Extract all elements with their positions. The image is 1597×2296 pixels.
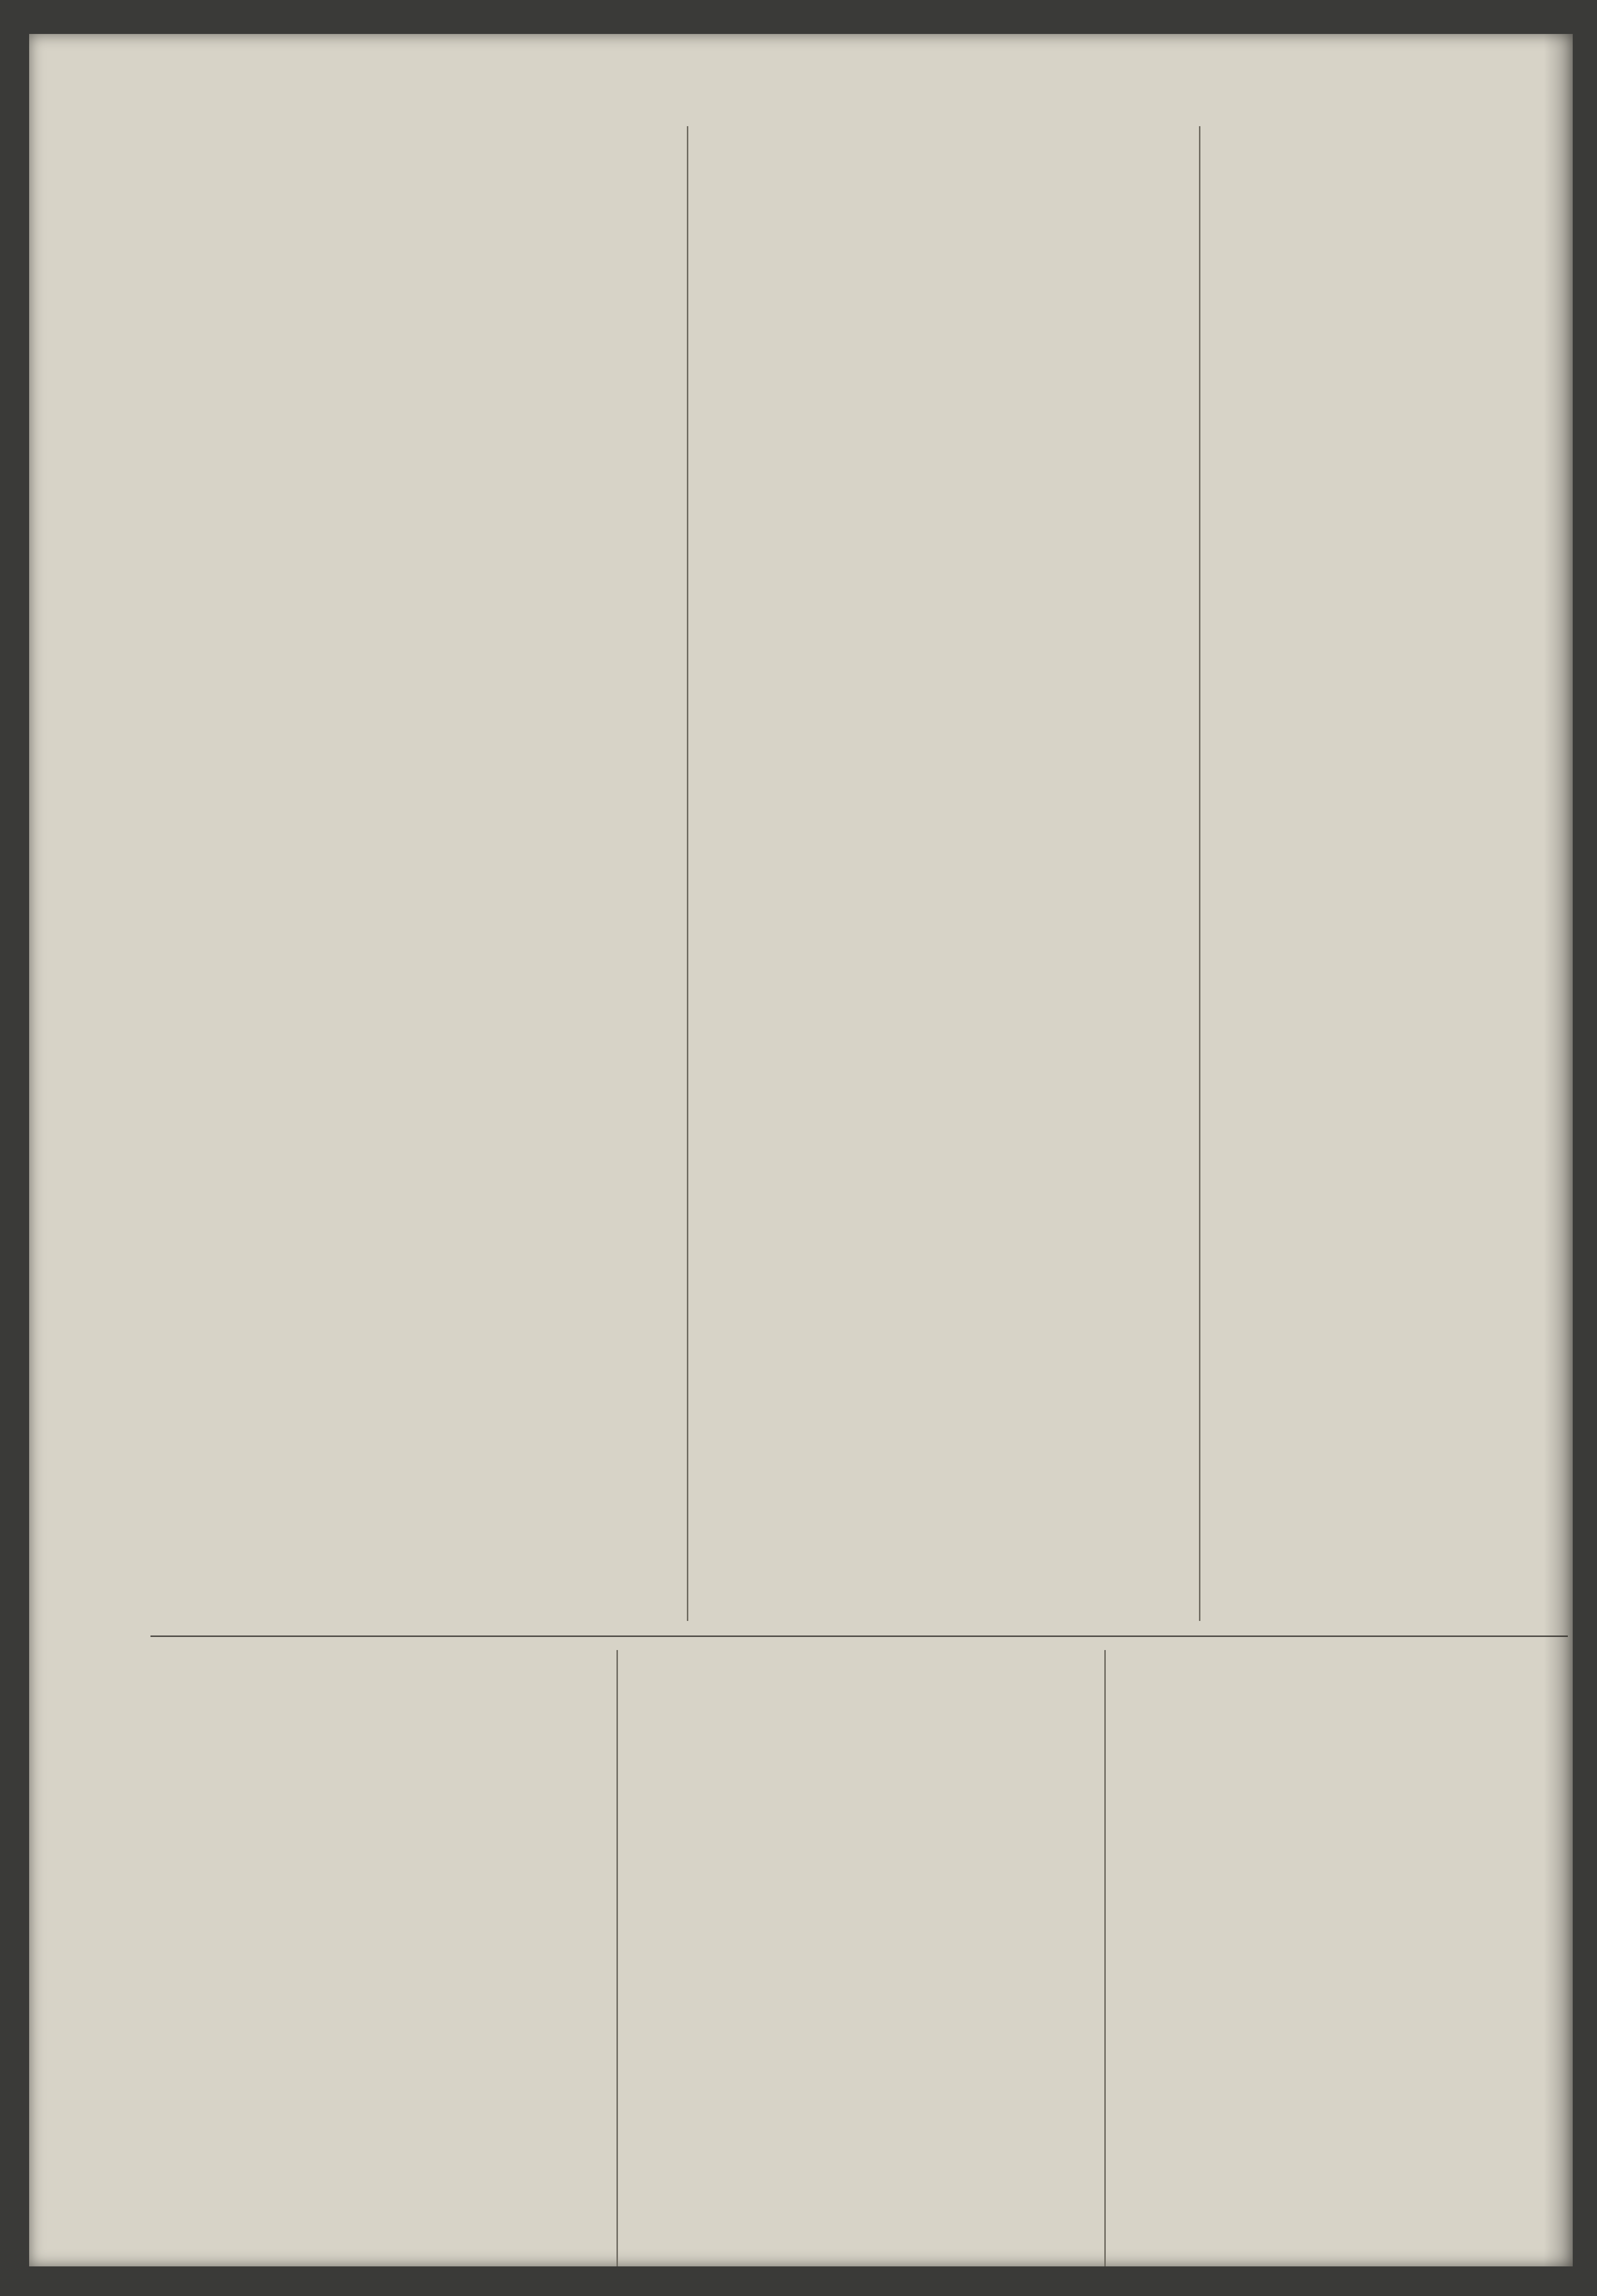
feuilleton-rule-1	[616, 1650, 618, 2266]
feuilleton-column-3	[1116, 1674, 1568, 2266]
feuilleton-rule-2	[1104, 1650, 1106, 2266]
page-edge-shadow	[1544, 34, 1573, 2266]
feuilleton-separator	[150, 1635, 1568, 1637]
column-rule-1	[687, 126, 688, 1621]
news-column-3	[1214, 126, 1573, 1587]
news-column-1	[165, 126, 675, 1606]
feuilleton-column-2	[631, 1674, 1097, 2266]
column-rule-2	[1199, 126, 1200, 1621]
newspaper-page	[29, 34, 1573, 2266]
feuilleton-column-1	[150, 1674, 607, 2266]
news-column-2	[704, 126, 1189, 1621]
